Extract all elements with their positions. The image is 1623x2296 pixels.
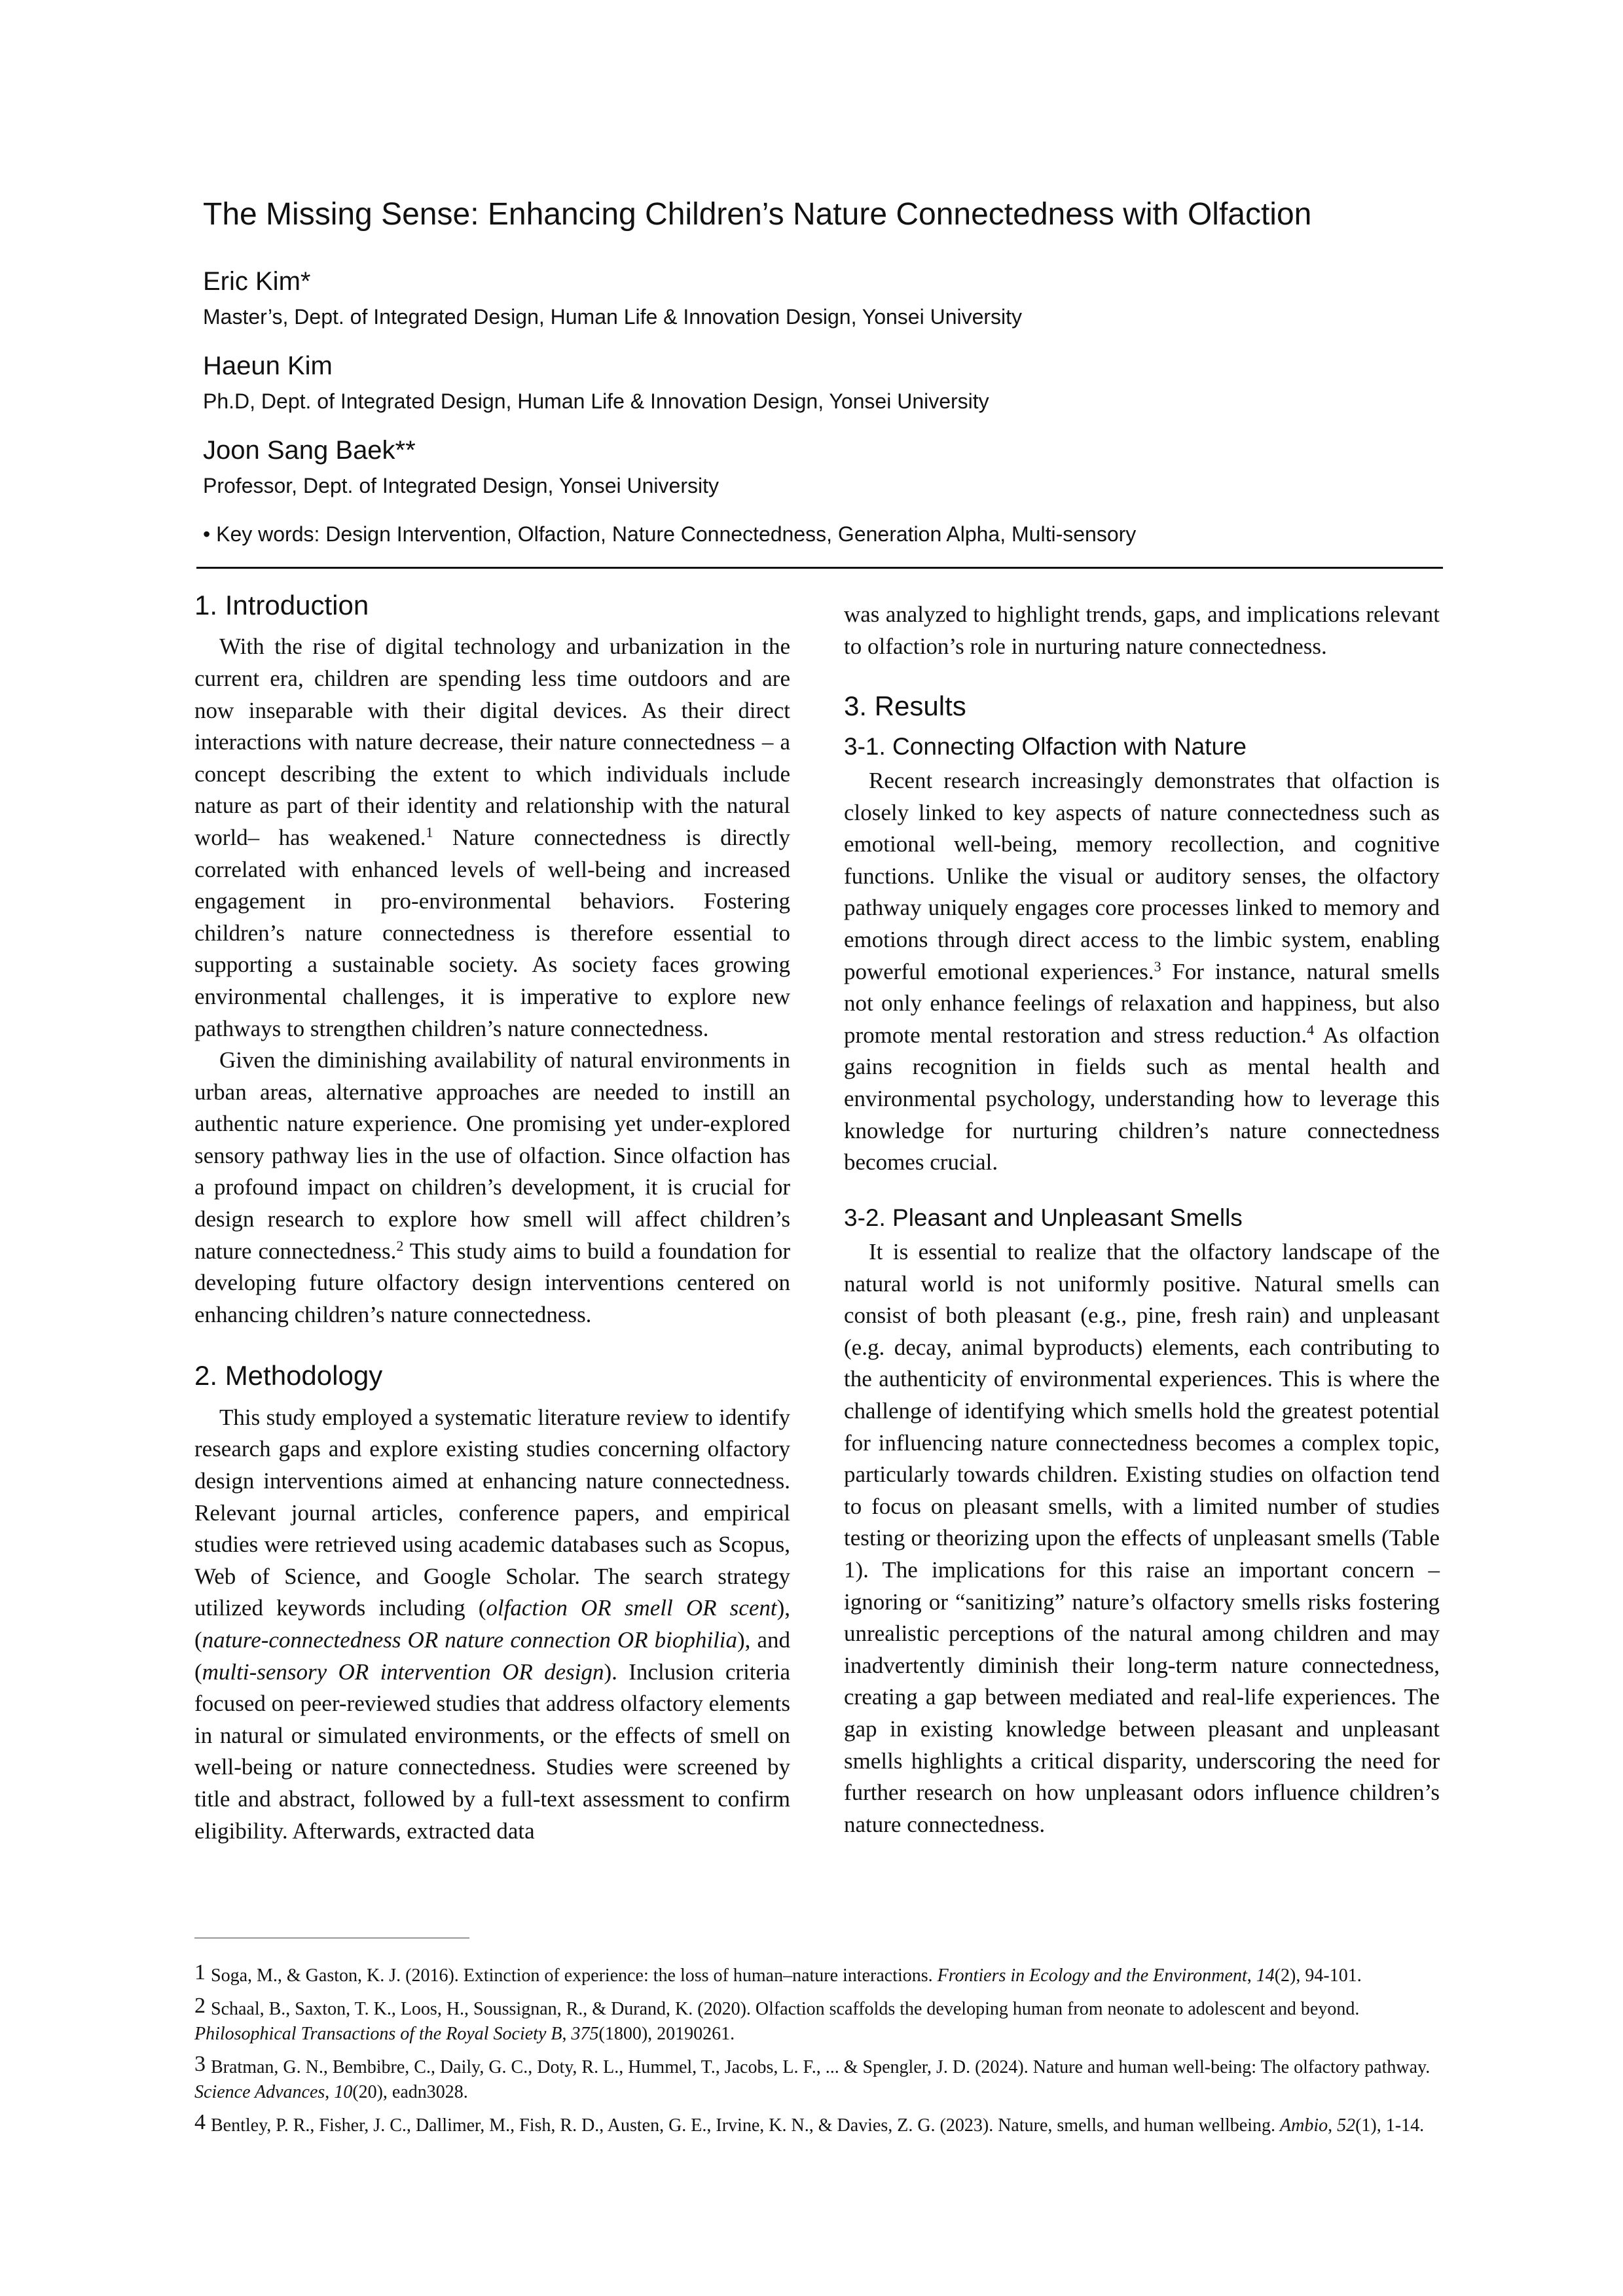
results-subsection-2-heading: 3-2. Pleasant and Unpleasant Smells xyxy=(844,1204,1243,1231)
footnotes xyxy=(194,1960,1445,2144)
footnote-1: 1 Soga, M., & Gaston, K. J. (2016). Extinction of experience: the loss of human–nature interactions. Frontiers in Ecology and the Environment, 14(2), 94-101. xyxy=(194,1960,1362,1986)
right-column xyxy=(844,599,1440,1840)
footnote-3: 3 Bratman, G. N., Bembibre, C., Daily, G. C., Doty, R. L., Hummel, T., Jacobs, L. F., ... & Spengler, J. D. (2024). Nature and human well-being: The olfactory pathway. Science Advances, 10(20), eadn3028. xyxy=(194,2052,1431,2102)
author-name-2: Haeun Kim xyxy=(203,351,333,380)
results-heading: 3. Results xyxy=(844,691,966,722)
author-name-1: Eric Kim* xyxy=(203,267,311,296)
methodology-paragraph: This study employed a systematic literature review to identify research gaps and explore existing studies concerning olfactory design interventions aimed at enhancing nature connectedness. Relevant journal articles, conference papers, and empirical studies were retrieved using academic databases such as Scopus, Web of Science, and Google Scholar. The search strategy utilized keywords including (olfaction OR smell OR scent), (nature-connectedness OR nature connection OR biophilia), and (multi-sensory OR intervention OR design). Inclusion criteria focused on peer-reviewed studies that address olfactory elements in natural or simulated environments, or the effects of smell on well-being or nature connectedness. Studies were screened by title and abstract, followed by a full-text assessment to confirm eligibility. Afterwards, extracted data xyxy=(194,1404,790,1844)
introduction-paragraph-2: Given the diminishing availability of natural environments in urban areas, alternative approaches are needed to instill an authentic nature experience. One promising yet under-explored sensory pathway lies in the use of olfaction. Since olfaction has a profound impact on children’s development, it is crucial for design research to explore how smell will affect children’s nature connectedness.$^2$ This study aims to build a foundation for developing future olfactory design interventions centered on enhancing children’s nature connectedness. xyxy=(194,1047,790,1327)
methodology-paragraph-continued: was analyzed to highlight trends, gaps, and implications relevant to olfaction’s role in nurturing nature connectedness. xyxy=(844,601,1440,659)
results-subsection-1-heading: 3-1. Connecting Olfaction with Nature xyxy=(844,732,1247,760)
introduction-heading: 1. Introduction xyxy=(194,590,369,620)
header-rule xyxy=(196,567,1443,569)
footnote-ref-4: 4 xyxy=(1307,1021,1315,1038)
footnote-ref-1: 1 xyxy=(426,823,433,840)
footnote-2: 2 Schaal, B., Saxton, T. K., Loos, H., Soussignan, R., & Durand, K. (2020). Olfaction scaffolds the developing human from neonate to adolescent and beyond. Philosophical Transactions of the Royal Society B, 375(1800), 20190261. xyxy=(194,1994,1360,2044)
footnote-ref-3: 3 xyxy=(1154,958,1161,975)
author-affiliation-3: Professor, Dept. of Integrated Design, Yonsei University xyxy=(203,474,719,497)
methodology-heading: 2. Methodology xyxy=(194,1360,383,1391)
paper-title: The Missing Sense: Enhancing Children’s Nature Connectedness with Olfaction xyxy=(203,197,1312,232)
footnote-4: 4 Bentley, P. R., Fisher, J. C., Dallimer, M., Fish, R. D., Austen, G. E., Irvine, K. N., & Davies, Z. G. (2023). Nature, smells, and human wellbeing. Ambio, 52(1), 1-14. xyxy=(194,2110,1425,2136)
footnote-rule xyxy=(194,1937,469,1939)
keywords: • Key words: Design Intervention, Olfaction, Nature Connectedness, Generation Alpha, Multi-sensory xyxy=(203,522,1137,546)
left-column xyxy=(194,589,790,1847)
author-affiliation-1: Master’s, Dept. of Integrated Design, Human Life & Innovation Design, Yonsei University xyxy=(203,305,1023,329)
author-affiliation-2: Ph.D, Dept. of Integrated Design, Human Life & Innovation Design, Yonsei University xyxy=(203,389,989,413)
results-subsection-2-paragraph: It is essential to realize that the olfactory landscape of the natural world is not uniformly positive. Natural smells can consist of both pleasant (e.g., pine, fresh rain) and unpleasant (e.g. decay, animal byproducts) elements, each contributing to the authenticity of environmental experiences. This is where the challenge of identifying which smells hold the greatest potential for influencing nature connectedness becomes a complex topic, particularly towards children. Existing studies on olfaction tend to focus on pleasant smells, with a limited number of studies testing or theorizing upon the effects of unpleasant smells (Table 1). The implications for this raise an important concern – ignoring or “sanitizing” nature’s olfactory smells risks fostering unrealistic perceptions of the natural among children and may inadvertently diminish their long-term nature connectedness, creating a gap between mediated and real-life experiences. The gap in existing knowledge between pleasant and unpleasant smells highlights a critical disparity, underscoring the need for further research on how unpleasant odors influence children’s nature connectedness. xyxy=(844,1239,1440,1837)
author-name-3: Joon Sang Baek** xyxy=(203,436,416,465)
results-subsection-1-paragraph: Recent research increasingly demonstrates that olfaction is closely linked to key aspects of nature connectedness such as emotional well-being, memory recollection, and cognitive functions. Unlike the visual or auditory senses, the olfactory pathway uniquely engages core processes linked to memory and emotions through direct access to the limbic system, enabling powerful emotional experiences.$^3$ For instance, natural smells not only enhance feelings of relaxation and happiness, but also promote mental restoration and stress reduction.$^4$ As olfaction gains recognition in fields such as mental health and environmental psychology, understanding how to leverage this knowledge for nurturing children’s nature connectedness becomes crucial. xyxy=(844,767,1440,1175)
footnote-ref-2: 2 xyxy=(396,1237,404,1254)
introduction-paragraph-1: With the rise of digital technology and urbanization in the current era, children are spending less time outdoors and are now inseparable with their digital devices. As their direct interactions with nature decrease, their nature connectedness – a concept describing the extent to which individuals include nature as part of their identity and relationship with the natural world– has weakened.$^1$ Nature connectedness is directly correlated with enhanced levels of well-being and increased engagement in pro-environmental behaviors. Fostering children’s nature connectedness is therefore essential to supporting a sustainable society. As society faces growing environmental challenges, it is imperative to explore new pathways to strengthen children’s nature connectedness. xyxy=(194,634,790,1041)
